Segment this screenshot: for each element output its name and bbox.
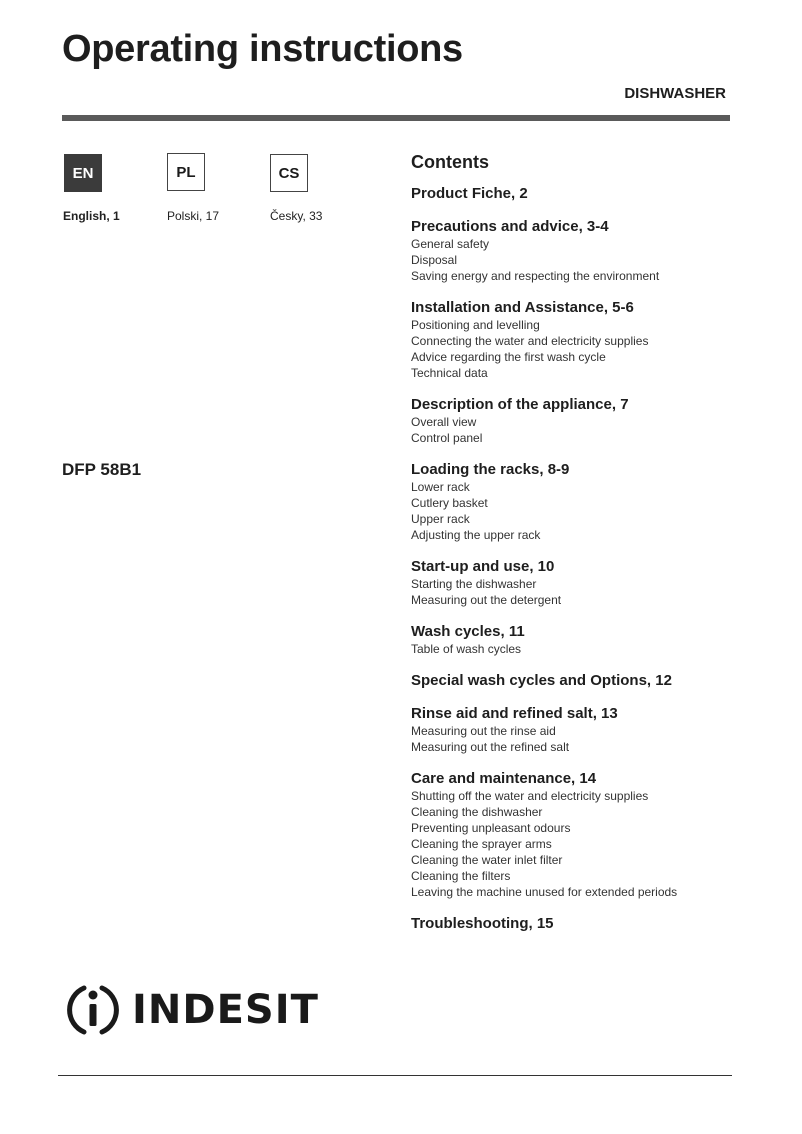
toc-section-title[interactable]: Care and maintenance, 14 <box>411 770 597 787</box>
brand-name: INDESIT <box>132 987 319 1033</box>
toc-section-title[interactable]: Wash cycles, 11 <box>411 623 525 640</box>
toc-section <box>411 461 751 543</box>
toc-section-title[interactable]: Description of the appliance, 7 <box>411 396 629 413</box>
toc-subitem[interactable]: Cleaning the filters <box>411 869 511 883</box>
toc-section-title[interactable]: Rinse aid and refined salt, 13 <box>411 705 618 722</box>
toc-subitem[interactable]: Measuring out the rinse aid <box>411 724 556 738</box>
toc-subitem[interactable]: Leaving the machine unused for extended periods <box>411 885 678 899</box>
header-divider <box>62 115 730 121</box>
lang-label-en[interactable]: English, 1 <box>63 209 120 223</box>
lang-label-pl[interactable]: Polski, 17 <box>167 209 220 223</box>
toc-section <box>411 396 751 446</box>
toc-section-title[interactable]: Loading the racks, 8-9 <box>411 461 570 478</box>
toc-subitem[interactable]: Measuring out the detergent <box>411 593 562 607</box>
lang-label-cs[interactable]: Česky, 33 <box>270 209 323 223</box>
toc-subitem[interactable]: Preventing unpleasant odours <box>411 821 571 835</box>
footer-divider <box>58 1075 732 1076</box>
toc-section <box>411 623 751 657</box>
toc-section <box>411 770 751 900</box>
toc-section-title[interactable]: Troubleshooting, 15 <box>411 915 554 932</box>
toc-subitem[interactable]: Lower rack <box>411 480 470 494</box>
toc-section-title[interactable]: Installation and Assistance, 5-6 <box>411 299 634 316</box>
lang-code-en[interactable]: EN <box>64 154 102 192</box>
lang-code-pl[interactable]: PL <box>167 153 205 191</box>
page-title: Operating instructions <box>62 28 463 70</box>
toc-subitem[interactable]: Cleaning the dishwasher <box>411 805 543 819</box>
toc-subitem[interactable]: Saving energy and respecting the environment <box>411 269 660 283</box>
toc-section-title[interactable]: Precautions and advice, 3-4 <box>411 218 609 235</box>
toc-subitem[interactable]: Positioning and levelling <box>411 318 540 332</box>
toc-subitem[interactable]: Adjusting the upper rack <box>411 528 541 542</box>
toc-subitem[interactable]: Disposal <box>411 253 458 267</box>
toc-subitem[interactable]: Control panel <box>411 431 483 445</box>
toc-subitem[interactable]: Overall view <box>411 415 477 429</box>
toc-section-title[interactable]: Start-up and use, 10 <box>411 558 555 575</box>
toc-section <box>411 915 751 933</box>
toc-section-title[interactable]: Special wash cycles and Options, 12 <box>411 672 672 689</box>
toc-section <box>411 558 751 608</box>
toc-subitem[interactable]: Technical data <box>411 366 488 380</box>
toc-subitem[interactable]: Table of wash cycles <box>411 642 522 656</box>
toc-section <box>411 218 751 284</box>
toc-subitem[interactable]: Upper rack <box>411 512 470 526</box>
toc-subitem[interactable]: Cleaning the water inlet filter <box>411 853 563 867</box>
contents-heading: Contents <box>411 152 489 172</box>
indesit-logo-icon <box>62 979 124 1041</box>
toc-subitem[interactable]: Measuring out the refined salt <box>411 740 570 754</box>
toc-subitem[interactable]: General safety <box>411 237 490 251</box>
lang-code-cs[interactable]: CS <box>270 154 308 192</box>
toc-list <box>411 185 751 933</box>
toc-subitem[interactable]: Cutlery basket <box>411 496 488 510</box>
brand-logo <box>62 979 319 1041</box>
toc-section <box>411 299 751 381</box>
toc-section <box>411 705 751 755</box>
toc-section <box>411 672 751 690</box>
table-of-contents <box>411 152 751 948</box>
toc-subitem[interactable]: Shutting off the water and electricity supplies <box>411 789 649 803</box>
toc-subitem[interactable]: Cleaning the sprayer arms <box>411 837 552 851</box>
model-number: DFP 58B1 <box>62 460 142 479</box>
toc-subitem[interactable]: Starting the dishwasher <box>411 577 537 591</box>
toc-subitem[interactable]: Advice regarding the first wash cycle <box>411 350 606 364</box>
toc-subitem[interactable]: Connecting the water and electricity supplies <box>411 334 649 348</box>
toc-section-title[interactable]: Product Fiche, 2 <box>411 185 528 202</box>
product-type: DISHWASHER <box>624 85 726 102</box>
toc-section <box>411 185 751 203</box>
